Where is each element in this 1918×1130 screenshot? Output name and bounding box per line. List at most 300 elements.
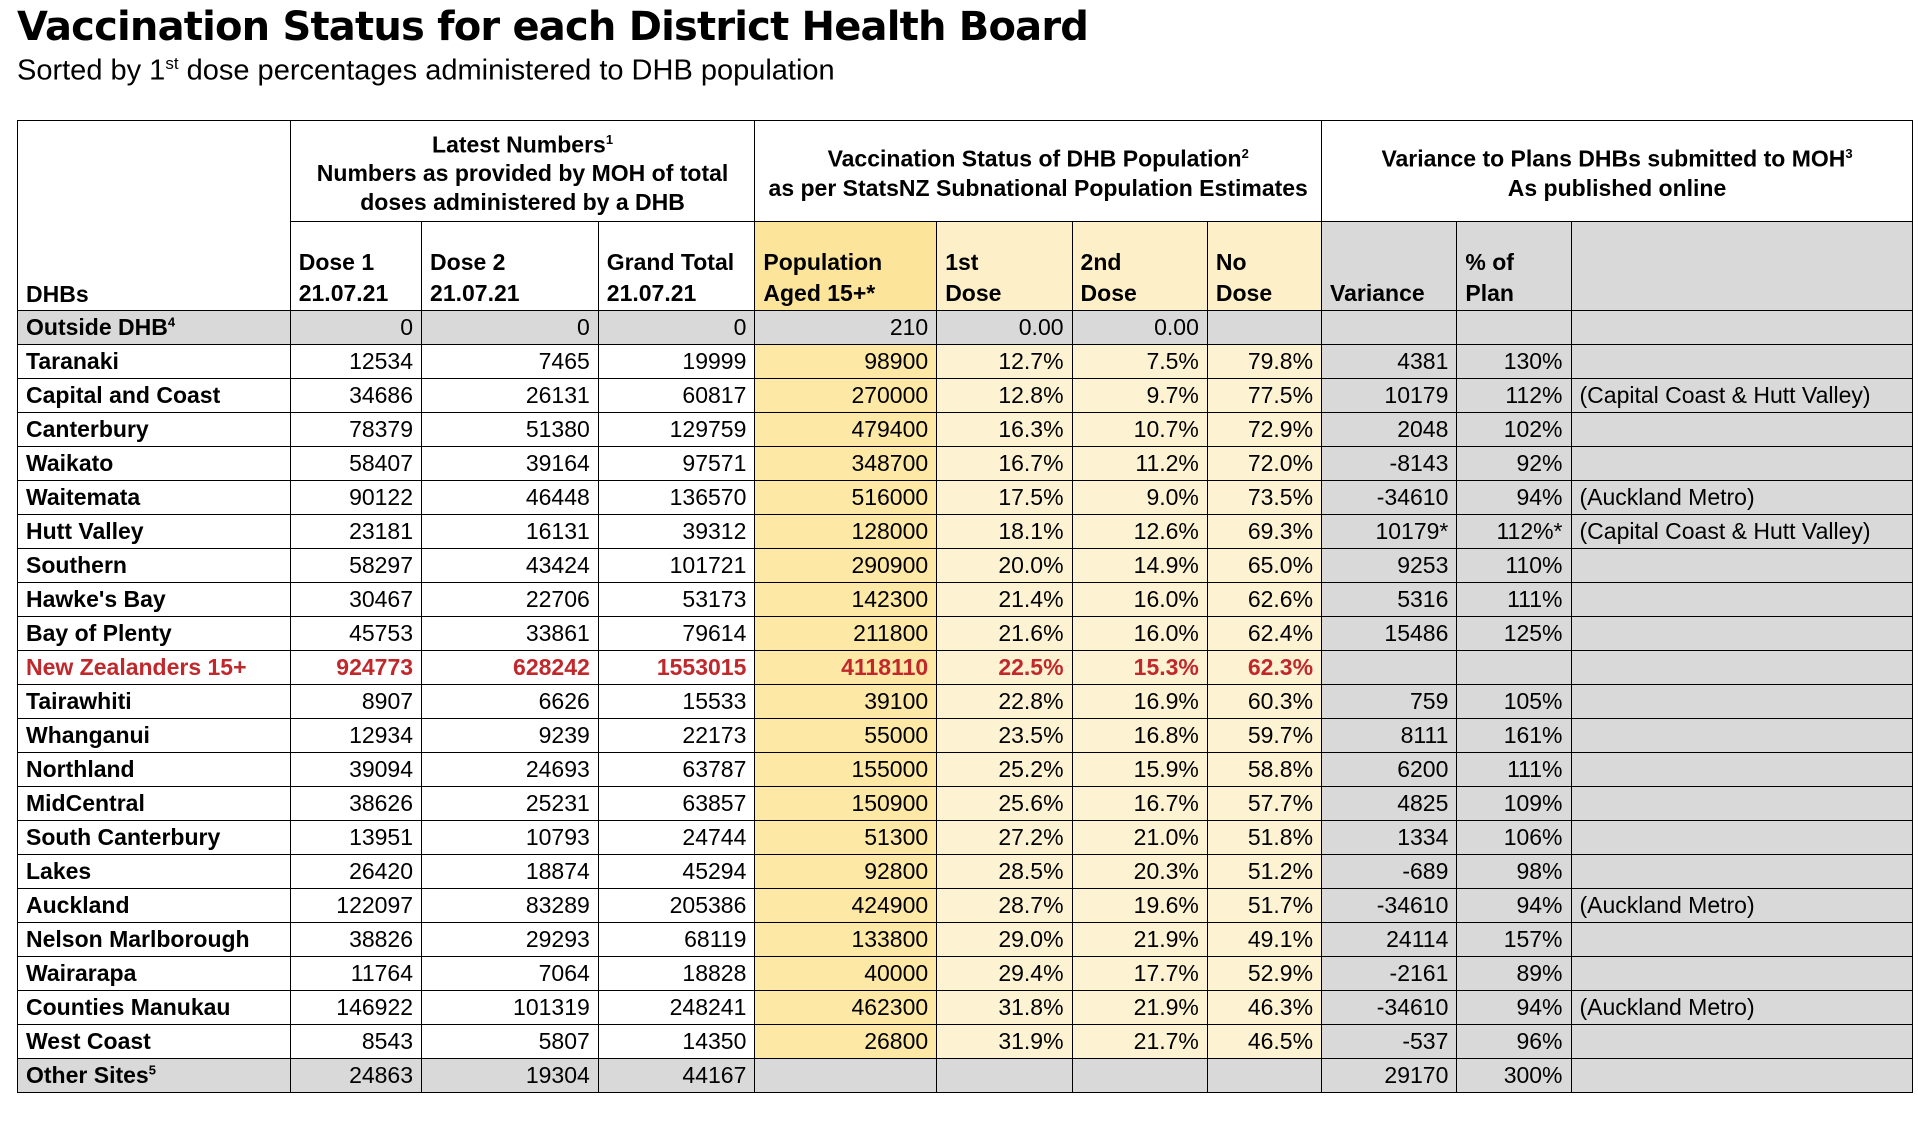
cell-second-dose-pct: 21.9%: [1072, 991, 1207, 1025]
table-row: [18, 379, 1913, 413]
cell-no-dose-pct: 77.5%: [1207, 379, 1321, 413]
cell-dose1: 38626: [290, 787, 421, 821]
cell-variance: 759: [1322, 685, 1457, 719]
cell-note: [1571, 617, 1912, 651]
col-header-grand-total: Grand Total 21.07.21: [598, 222, 755, 311]
latest-line3: doses administered by a DHB: [360, 189, 685, 216]
cell-population: 516000: [755, 481, 937, 515]
cell-note: [1571, 651, 1912, 685]
cell-dhb-name: MidCentral: [18, 787, 291, 821]
cell-population: [755, 1059, 937, 1093]
cell-grand-total: 248241: [598, 991, 755, 1025]
latest-line2: Numbers as provided by MOH of total: [316, 160, 729, 187]
table-row: [18, 1059, 1913, 1093]
cell-first-dose-pct: 27.2%: [937, 821, 1072, 855]
cell-no-dose-pct: 58.8%: [1207, 753, 1321, 787]
cell-note: [1571, 447, 1912, 481]
cell-dose1: 146922: [290, 991, 421, 1025]
cell-note: [1571, 957, 1912, 991]
cell-pct-plan: 110%: [1457, 549, 1571, 583]
cell-first-dose-pct: 16.3%: [937, 413, 1072, 447]
col-header-variance: Variance: [1322, 222, 1457, 311]
cell-dose1: 24863: [290, 1059, 421, 1093]
cell-variance: 2048: [1322, 413, 1457, 447]
cell-population: 210: [755, 311, 937, 345]
cell-first-dose-pct: 25.6%: [937, 787, 1072, 821]
cell-dose2: 5807: [422, 1025, 599, 1059]
cell-dose2: 16131: [422, 515, 599, 549]
cell-pct-plan: 94%: [1457, 481, 1571, 515]
cell-no-dose-pct: 57.7%: [1207, 787, 1321, 821]
cell-first-dose-pct: 0.00: [937, 311, 1072, 345]
cell-second-dose-pct: 19.6%: [1072, 889, 1207, 923]
cell-pct-plan: 102%: [1457, 413, 1571, 447]
cell-population: 128000: [755, 515, 937, 549]
cell-dhb-name: Whanganui: [18, 719, 291, 753]
cell-note: [1571, 923, 1912, 957]
cell-first-dose-pct: 12.7%: [937, 345, 1072, 379]
cell-grand-total: 19999: [598, 345, 755, 379]
subtitle-superscript: st: [165, 54, 179, 73]
cell-note: (Auckland Metro): [1571, 481, 1912, 515]
cell-second-dose-pct: 0.00: [1072, 311, 1207, 345]
cell-note: [1571, 1025, 1912, 1059]
cell-dose1: 39094: [290, 753, 421, 787]
cell-variance: 6200: [1322, 753, 1457, 787]
cell-pct-plan: 130%: [1457, 345, 1571, 379]
cell-dose2: 24693: [422, 753, 599, 787]
cell-pct-plan: 92%: [1457, 447, 1571, 481]
cell-grand-total: 53173: [598, 583, 755, 617]
cell-population: 133800: [755, 923, 937, 957]
cell-no-dose-pct: 62.6%: [1207, 583, 1321, 617]
cell-no-dose-pct: 51.8%: [1207, 821, 1321, 855]
cell-dose1: 924773: [290, 651, 421, 685]
cell-population: 26800: [755, 1025, 937, 1059]
cell-dose2: 10793: [422, 821, 599, 855]
col-header-notes: [1571, 222, 1912, 311]
cell-variance: -34610: [1322, 889, 1457, 923]
table-row: [18, 1025, 1913, 1059]
table-row: [18, 617, 1913, 651]
cell-variance: -2161: [1322, 957, 1457, 991]
cell-grand-total: 0: [598, 311, 755, 345]
cell-dose2: 0: [422, 311, 599, 345]
subtitle-after: dose percentages administered to DHB population: [178, 54, 835, 87]
cell-population: 4118110: [755, 651, 937, 685]
cell-no-dose-pct: 62.3%: [1207, 651, 1321, 685]
cell-grand-total: 39312: [598, 515, 755, 549]
cell-pct-plan: 96%: [1457, 1025, 1571, 1059]
cell-second-dose-pct: 9.7%: [1072, 379, 1207, 413]
table-row: [18, 345, 1913, 379]
table-row: [18, 413, 1913, 447]
cell-no-dose-pct: 51.2%: [1207, 855, 1321, 889]
cell-second-dose-pct: 15.9%: [1072, 753, 1207, 787]
cell-pct-plan: 98%: [1457, 855, 1571, 889]
cell-grand-total: 79614: [598, 617, 755, 651]
cell-note: [1571, 753, 1912, 787]
col-header-first-dose: 1st Dose: [937, 222, 1072, 311]
cell-population: 142300: [755, 583, 937, 617]
cell-note: [1571, 413, 1912, 447]
cell-grand-total: 14350: [598, 1025, 755, 1059]
status-sup: 2: [1241, 146, 1249, 162]
cell-population: 51300: [755, 821, 937, 855]
cell-first-dose-pct: 18.1%: [937, 515, 1072, 549]
cell-note: [1571, 311, 1912, 345]
cell-dhb-name: New Zealanders 15+: [18, 651, 291, 685]
cell-dhb-name: West Coast: [18, 1025, 291, 1059]
cell-first-dose-pct: 17.5%: [937, 481, 1072, 515]
cell-note: [1571, 345, 1912, 379]
group-header-vaccination-status: [755, 121, 1322, 222]
cell-dose2: 18874: [422, 855, 599, 889]
cell-pct-plan: 89%: [1457, 957, 1571, 991]
cell-dose2: 46448: [422, 481, 599, 515]
cell-first-dose-pct: 29.0%: [937, 923, 1072, 957]
table-row: [18, 753, 1913, 787]
variance-sup: 3: [1845, 146, 1853, 162]
cell-pct-plan: 105%: [1457, 685, 1571, 719]
cell-dose1: 8543: [290, 1025, 421, 1059]
cell-dhb-name: Outside DHB$^4$: [18, 311, 291, 345]
cell-grand-total: 22173: [598, 719, 755, 753]
cell-population: 270000: [755, 379, 937, 413]
table-row: [18, 787, 1913, 821]
cell-variance: 5316: [1322, 583, 1457, 617]
cell-second-dose-pct: 16.0%: [1072, 617, 1207, 651]
cell-first-dose-pct: 22.8%: [937, 685, 1072, 719]
cell-dhb-name: Wairarapa: [18, 957, 291, 991]
cell-second-dose-pct: 20.3%: [1072, 855, 1207, 889]
cell-variance: 10179*: [1322, 515, 1457, 549]
cell-dose1: 12534: [290, 345, 421, 379]
cell-second-dose-pct: 21.0%: [1072, 821, 1207, 855]
variance-line2: As published online: [1507, 174, 1727, 201]
table-row: [18, 957, 1913, 991]
cell-note: [1571, 719, 1912, 753]
latest-sup: 1: [605, 131, 614, 147]
cell-note: [1571, 583, 1912, 617]
cell-dhb-name: Waitemata: [18, 481, 291, 515]
cell-first-dose-pct: 22.5%: [937, 651, 1072, 685]
cell-first-dose-pct: 28.5%: [937, 855, 1072, 889]
cell-dose2: 7064: [422, 957, 599, 991]
cell-variance: 15486: [1322, 617, 1457, 651]
cell-variance: 29170: [1322, 1059, 1457, 1093]
cell-pct-plan: 300%: [1457, 1059, 1571, 1093]
cell-population: 479400: [755, 413, 937, 447]
cell-dhb-name: Other Sites$^5$: [18, 1059, 291, 1093]
cell-dhb-name: Capital and Coast: [18, 379, 291, 413]
cell-population: 211800: [755, 617, 937, 651]
cell-variance: 24114: [1322, 923, 1457, 957]
cell-second-dose-pct: [1072, 1059, 1207, 1093]
cell-grand-total: 18828: [598, 957, 755, 991]
variance-title: Variance to Plans DHBs submitted to MOH: [1381, 145, 1846, 172]
group-header-variance: [1322, 121, 1913, 222]
col-header-dhbs: DHBs: [18, 121, 291, 311]
cell-dose1: 11764: [290, 957, 421, 991]
cell-second-dose-pct: 17.7%: [1072, 957, 1207, 991]
cell-dose1: 30467: [290, 583, 421, 617]
cell-no-dose-pct: 52.9%: [1207, 957, 1321, 991]
cell-dose2: 83289: [422, 889, 599, 923]
cell-second-dose-pct: 15.3%: [1072, 651, 1207, 685]
cell-grand-total: 205386: [598, 889, 755, 923]
cell-first-dose-pct: [937, 1059, 1072, 1093]
cell-dose1: 45753: [290, 617, 421, 651]
cell-first-dose-pct: 31.8%: [937, 991, 1072, 1025]
cell-population: 424900: [755, 889, 937, 923]
cell-note: [1571, 549, 1912, 583]
cell-dose2: 29293: [422, 923, 599, 957]
cell-dose2: 7465: [422, 345, 599, 379]
status-title: Vaccination Status of DHB Population: [827, 145, 1242, 172]
cell-dose1: 58407: [290, 447, 421, 481]
cell-pct-plan: 111%: [1457, 753, 1571, 787]
cell-grand-total: 45294: [598, 855, 755, 889]
cell-dhb-name: Taranaki: [18, 345, 291, 379]
cell-dhb-name: Nelson Marlborough: [18, 923, 291, 957]
page-subtitle: [17, 54, 835, 88]
cell-dhb-name: Tairawhiti: [18, 685, 291, 719]
cell-first-dose-pct: 12.8%: [937, 379, 1072, 413]
cell-dose1: 23181: [290, 515, 421, 549]
cell-grand-total: 101721: [598, 549, 755, 583]
cell-no-dose-pct: 65.0%: [1207, 549, 1321, 583]
cell-pct-plan: 109%: [1457, 787, 1571, 821]
cell-grand-total: 63787: [598, 753, 755, 787]
cell-second-dose-pct: 21.9%: [1072, 923, 1207, 957]
page-title: Vaccination Status for each District Health Board: [17, 4, 1089, 50]
cell-dhb-name: Northland: [18, 753, 291, 787]
cell-pct-plan: 111%: [1457, 583, 1571, 617]
table-body: [18, 311, 1913, 1093]
cell-no-dose-pct: 51.7%: [1207, 889, 1321, 923]
cell-population: 98900: [755, 345, 937, 379]
cell-dhb-name: Waikato: [18, 447, 291, 481]
cell-variance: [1322, 651, 1457, 685]
cell-population: 155000: [755, 753, 937, 787]
table-row: [18, 447, 1913, 481]
cell-note: [1571, 787, 1912, 821]
cell-no-dose-pct: 79.8%: [1207, 345, 1321, 379]
cell-dhb-name: Auckland: [18, 889, 291, 923]
cell-variance: [1322, 311, 1457, 345]
cell-second-dose-pct: 16.9%: [1072, 685, 1207, 719]
cell-pct-plan: [1457, 651, 1571, 685]
cell-pct-plan: 112%: [1457, 379, 1571, 413]
cell-no-dose-pct: 60.3%: [1207, 685, 1321, 719]
cell-note: [1571, 1059, 1912, 1093]
table-row: [18, 685, 1913, 719]
col-header-dose1: Dose 1 21.07.21: [290, 222, 421, 311]
cell-dose2: 9239: [422, 719, 599, 753]
cell-dose2: 26131: [422, 379, 599, 413]
cell-dhb-name: Canterbury: [18, 413, 291, 447]
cell-population: 348700: [755, 447, 937, 481]
cell-first-dose-pct: 28.7%: [937, 889, 1072, 923]
subtitle-before: Sorted by 1: [17, 54, 166, 87]
cell-pct-plan: 94%: [1457, 991, 1571, 1025]
cell-dhb-name: Lakes: [18, 855, 291, 889]
cell-dose1: 0: [290, 311, 421, 345]
cell-no-dose-pct: 72.9%: [1207, 413, 1321, 447]
col-header-no-dose: No Dose: [1207, 222, 1321, 311]
cell-population: 150900: [755, 787, 937, 821]
cell-grand-total: 60817: [598, 379, 755, 413]
cell-variance: 8111: [1322, 719, 1457, 753]
cell-second-dose-pct: 21.7%: [1072, 1025, 1207, 1059]
cell-variance: 4825: [1322, 787, 1457, 821]
cell-second-dose-pct: 9.0%: [1072, 481, 1207, 515]
cell-second-dose-pct: 10.7%: [1072, 413, 1207, 447]
cell-population: 40000: [755, 957, 937, 991]
latest-title: Latest Numbers: [432, 131, 606, 158]
cell-second-dose-pct: 11.2%: [1072, 447, 1207, 481]
col-header-second-dose: 2nd Dose: [1072, 222, 1207, 311]
col-header-dose2: Dose 2 21.07.21: [422, 222, 599, 311]
cell-first-dose-pct: 21.6%: [937, 617, 1072, 651]
cell-dose1: 58297: [290, 549, 421, 583]
cell-dose1: 90122: [290, 481, 421, 515]
cell-second-dose-pct: 7.5%: [1072, 345, 1207, 379]
cell-grand-total: 63857: [598, 787, 755, 821]
cell-first-dose-pct: 29.4%: [937, 957, 1072, 991]
cell-note: (Capital Coast & Hutt Valley): [1571, 515, 1912, 549]
cell-note: [1571, 685, 1912, 719]
cell-pct-plan: 125%: [1457, 617, 1571, 651]
cell-dose2: 6626: [422, 685, 599, 719]
cell-dose1: 38826: [290, 923, 421, 957]
cell-grand-total: 129759: [598, 413, 755, 447]
cell-dose1: 12934: [290, 719, 421, 753]
cell-grand-total: 44167: [598, 1059, 755, 1093]
cell-no-dose-pct: 73.5%: [1207, 481, 1321, 515]
cell-population: 462300: [755, 991, 937, 1025]
cell-first-dose-pct: 31.9%: [937, 1025, 1072, 1059]
table-row: [18, 889, 1913, 923]
cell-note: (Auckland Metro): [1571, 991, 1912, 1025]
cell-no-dose-pct: 59.7%: [1207, 719, 1321, 753]
cell-population: 290900: [755, 549, 937, 583]
cell-note: (Capital Coast & Hutt Valley): [1571, 379, 1912, 413]
cell-dhb-name: Counties Manukau: [18, 991, 291, 1025]
cell-variance: 10179: [1322, 379, 1457, 413]
cell-dhb-name: Hutt Valley: [18, 515, 291, 549]
cell-dose2: 628242: [422, 651, 599, 685]
cell-dose2: 101319: [422, 991, 599, 1025]
cell-dose2: 39164: [422, 447, 599, 481]
cell-second-dose-pct: 12.6%: [1072, 515, 1207, 549]
cell-dose1: 34686: [290, 379, 421, 413]
cell-second-dose-pct: 16.8%: [1072, 719, 1207, 753]
cell-variance: -8143: [1322, 447, 1457, 481]
cell-population: 92800: [755, 855, 937, 889]
cell-dose1: 13951: [290, 821, 421, 855]
cell-dhb-name: Hawke's Bay: [18, 583, 291, 617]
table-row: [18, 855, 1913, 889]
cell-pct-plan: 112%*: [1457, 515, 1571, 549]
cell-dose2: 51380: [422, 413, 599, 447]
cell-note: (Auckland Metro): [1571, 889, 1912, 923]
table-row: [18, 549, 1913, 583]
table-row: [18, 583, 1913, 617]
cell-first-dose-pct: 16.7%: [937, 447, 1072, 481]
cell-second-dose-pct: 16.7%: [1072, 787, 1207, 821]
group-header-latest-numbers: [290, 121, 755, 222]
cell-second-dose-pct: 16.0%: [1072, 583, 1207, 617]
cell-dose1: 122097: [290, 889, 421, 923]
table-row: [18, 923, 1913, 957]
col-header-pct-plan: % of Plan: [1457, 222, 1571, 311]
cell-population: 39100: [755, 685, 937, 719]
table-row: [18, 821, 1913, 855]
cell-grand-total: 1553015: [598, 651, 755, 685]
cell-variance: 1334: [1322, 821, 1457, 855]
cell-grand-total: 97571: [598, 447, 755, 481]
cell-no-dose-pct: [1207, 311, 1321, 345]
cell-variance: 9253: [1322, 549, 1457, 583]
cell-variance: -34610: [1322, 991, 1457, 1025]
cell-pct-plan: 161%: [1457, 719, 1571, 753]
cell-variance: -537: [1322, 1025, 1457, 1059]
cell-first-dose-pct: 20.0%: [937, 549, 1072, 583]
cell-pct-plan: [1457, 311, 1571, 345]
cell-second-dose-pct: 14.9%: [1072, 549, 1207, 583]
cell-grand-total: 136570: [598, 481, 755, 515]
table-row: [18, 515, 1913, 549]
cell-population: 55000: [755, 719, 937, 753]
cell-dose1: 78379: [290, 413, 421, 447]
table-row: [18, 311, 1913, 345]
cell-grand-total: 68119: [598, 923, 755, 957]
cell-no-dose-pct: 72.0%: [1207, 447, 1321, 481]
cell-first-dose-pct: 23.5%: [937, 719, 1072, 753]
cell-dose2: 22706: [422, 583, 599, 617]
cell-dose2: 25231: [422, 787, 599, 821]
cell-no-dose-pct: 62.4%: [1207, 617, 1321, 651]
cell-pct-plan: 106%: [1457, 821, 1571, 855]
cell-dose1: 8907: [290, 685, 421, 719]
cell-first-dose-pct: 21.4%: [937, 583, 1072, 617]
cell-no-dose-pct: 46.5%: [1207, 1025, 1321, 1059]
table-row: [18, 651, 1913, 685]
vaccination-table: [17, 120, 1913, 1093]
cell-no-dose-pct: [1207, 1059, 1321, 1093]
cell-variance: -689: [1322, 855, 1457, 889]
cell-dose1: 26420: [290, 855, 421, 889]
cell-first-dose-pct: 25.2%: [937, 753, 1072, 787]
cell-note: [1571, 821, 1912, 855]
status-line2: as per StatsNZ Subnational Population Estimates: [768, 174, 1308, 201]
cell-pct-plan: 157%: [1457, 923, 1571, 957]
cell-no-dose-pct: 46.3%: [1207, 991, 1321, 1025]
cell-no-dose-pct: 49.1%: [1207, 923, 1321, 957]
cell-dose2: 19304: [422, 1059, 599, 1093]
cell-dhb-name: South Canterbury: [18, 821, 291, 855]
col-header-population: Population Aged 15+*: [755, 222, 937, 311]
table-row: [18, 991, 1913, 1025]
cell-dose2: 33861: [422, 617, 599, 651]
cell-dhb-name: Southern: [18, 549, 291, 583]
cell-pct-plan: 94%: [1457, 889, 1571, 923]
cell-grand-total: 24744: [598, 821, 755, 855]
cell-grand-total: 15533: [598, 685, 755, 719]
cell-dhb-name: Bay of Plenty: [18, 617, 291, 651]
